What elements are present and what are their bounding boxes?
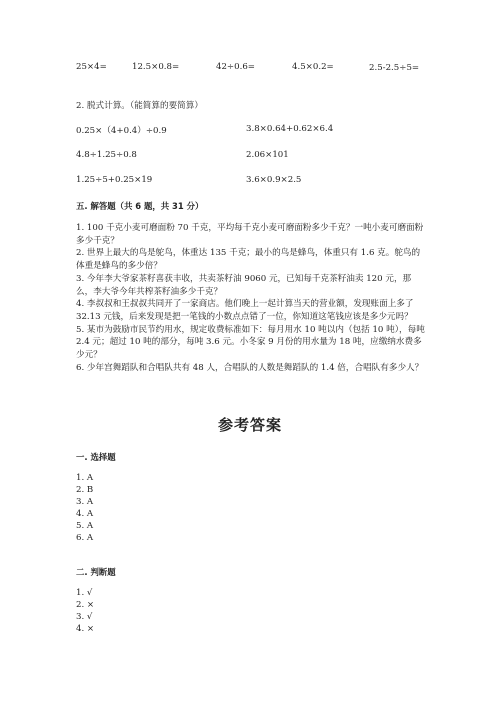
- calc-r1-c1: 0.25×（4+0.4）÷0.9: [76, 126, 167, 136]
- choice-section-title: 一. 选择题: [76, 452, 116, 462]
- section5-title: 五. 解答题（共 6 题，共 31 分）: [76, 201, 204, 211]
- problem-4: 4. 李叔叔和王叔叔共同开了一家商店。他们晚上一起计算当天的营业额，发现账面上多了 32.13 元钱，后来发现是把一笔钱的小数点点错了一位，你知道这笔钱应该是多少元吗？: [76, 299, 414, 322]
- problem-3: 3. 今年李大爷家茶籽喜获丰收，共卖茶籽油 9060 元，已知每千克茶籽油卖 120 元，那么，李大爷今年共榨茶籽油多少千克？: [76, 273, 412, 297]
- judge-answer: 2. ×: [76, 599, 95, 610]
- judge-answer-list: [76, 588, 94, 636]
- calc-r3-c1: 1.25÷5+0.25×19: [76, 175, 153, 185]
- calc-item-1: 25×4=: [76, 62, 107, 72]
- calc-item-4: 4.5×0.2=: [292, 62, 334, 72]
- choice-answer: 3. A: [76, 496, 94, 507]
- judge-answer: 1. √: [76, 588, 93, 598]
- problem-2: 2. 世界上最大的鸟是鸵鸟，体重达 135 千克；最小的鸟是蜂鸟，体重只有 1.6 克。鸵鸟的体重是蜂鸟的多少倍？: [76, 248, 421, 272]
- calc-item-5: 2.5-2.5÷5=: [369, 63, 420, 73]
- calc-r2-c1: 4.8÷1.25÷0.8: [76, 150, 137, 160]
- section2-title: 2. 脱式计算。（能简算的要简算）: [76, 101, 203, 111]
- choice-answer: 1. A: [76, 473, 94, 483]
- answers-title: 参考答案: [217, 416, 282, 434]
- choice-answer-list: [76, 473, 93, 544]
- choice-answer: 2. B: [76, 484, 94, 495]
- calc-item-2: 12.5×0.8=: [132, 62, 180, 72]
- problem-6: 6. 少年宫舞蹈队和合唱队共有 48 人，合唱队的人数是舞蹈队的 1.4 倍，合唱队有多少人？: [76, 362, 424, 373]
- choice-answer: 5. A: [76, 520, 94, 531]
- problem-1: 1. 100 千克小麦可磨面粉 70 千克，平均每千克小麦可磨面粉多少千克？一吨小麦可磨面粉多少千克？: [76, 223, 424, 246]
- calc-r3-c2: 3.6×0.9×2.5: [246, 175, 302, 185]
- judge-answer: 3. √: [76, 611, 93, 622]
- problem-list: [76, 222, 428, 374]
- judge-answer: 4. ×: [76, 623, 95, 634]
- calc-r2-c2: 2.06×101: [246, 150, 289, 160]
- calc-item-3: 42÷0.6=: [216, 62, 256, 72]
- judge-section-title: 二. 判断题: [76, 567, 116, 577]
- choice-answer: 4. A: [76, 508, 94, 519]
- choice-answer: 6. A: [76, 532, 94, 543]
- problem-5: 5. 某市为鼓励市民节约用水，规定收费标准如下：每月用水 10 吨以内（包括 10 吨），每吨 2.4 元；超过 10 吨的部分，每吨 3.6 元。小冬家 9 月份的用水量为 18 吨，应缴纳水费多少元？: [76, 324, 425, 361]
- calc-r1-c2: 3.8×0.64+0.62×6.4: [246, 124, 334, 134]
